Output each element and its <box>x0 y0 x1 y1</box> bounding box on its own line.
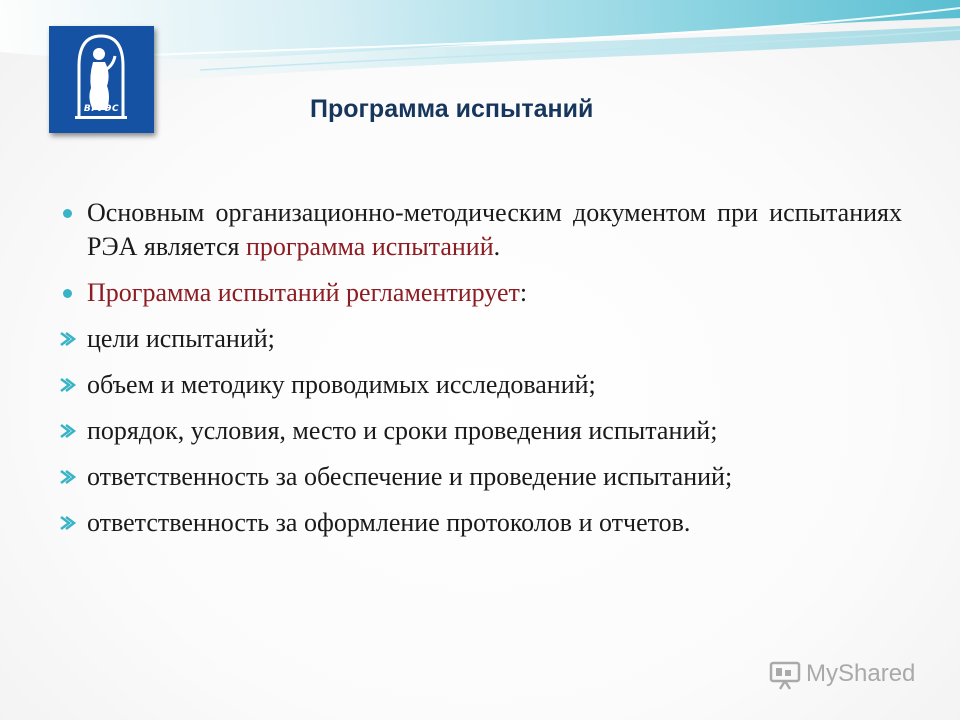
bullet-text-end: . <box>493 232 501 261</box>
arrow-bullet-icon <box>59 515 77 531</box>
slide-content <box>62 196 902 552</box>
myshared-watermark[interactable] <box>768 658 928 694</box>
sub-list-text: цели испытаний; <box>87 324 275 353</box>
bullet-dot-icon <box>63 289 72 298</box>
logo-text: ВГУЭС <box>83 104 120 114</box>
sub-list-text: объем и методику проводимых исследований; <box>87 370 596 399</box>
university-logo <box>49 26 154 133</box>
arrow-bullet-icon <box>59 331 77 347</box>
bullet-item <box>62 196 902 264</box>
sub-list-item <box>62 506 902 540</box>
statue-icon <box>49 26 154 133</box>
sub-list-item <box>62 460 902 494</box>
arrow-bullet-icon <box>59 469 77 485</box>
sub-list-item <box>62 368 902 402</box>
bullet-item <box>62 276 902 310</box>
sub-list-item <box>62 414 902 448</box>
presentation-board-icon <box>768 658 802 692</box>
bullet-highlight: программа испытаний <box>245 232 494 261</box>
bullet-text: Основным организационно-методическим документом при испытаниях РЭА является <box>87 198 902 261</box>
arrow-bullet-icon <box>59 423 77 439</box>
bullet-highlight: Программа испытаний регламентирует <box>87 278 520 307</box>
bullet-dot-icon <box>63 209 72 218</box>
slide-title: Программа испытаний <box>310 95 594 123</box>
sub-list-item <box>62 322 902 356</box>
arrow-bullet-icon <box>59 377 77 393</box>
sub-list-text: порядок, условия, место и сроки проведения испытаний; <box>87 416 718 445</box>
bullet-text-end: : <box>519 278 528 307</box>
watermark-text: MyShared <box>806 660 916 687</box>
sub-list-text: ответственность за обеспечение и проведение испытаний; <box>87 462 733 491</box>
sub-list-text: ответственность за оформление протоколов и отчетов. <box>87 508 691 537</box>
